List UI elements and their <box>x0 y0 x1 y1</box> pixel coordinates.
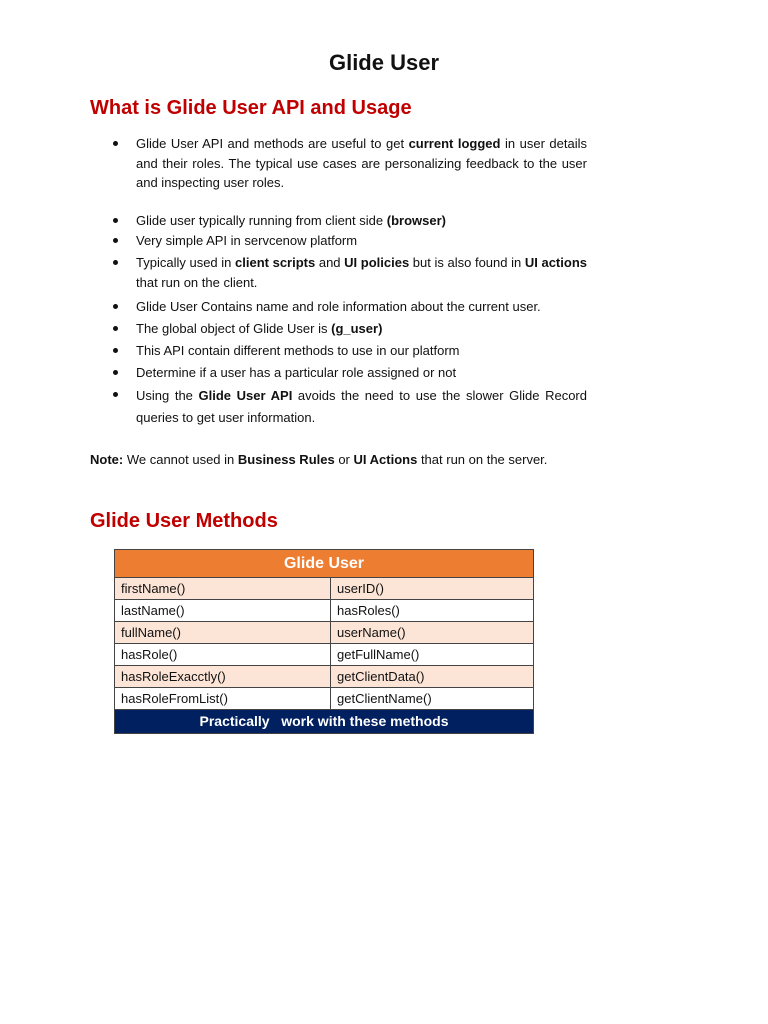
bold-text: UI actions <box>524 255 587 270</box>
text-run: but is also found in <box>409 255 525 270</box>
text-run: We cannot used in <box>123 452 238 467</box>
bullet-dot-icon <box>113 238 118 243</box>
bullet-dot-icon <box>113 304 118 309</box>
list-item-text <box>136 231 587 251</box>
text-run: in user details and their roles. The typical use cases are personalizing feedback to the user and inspecting user roles. <box>136 136 587 190</box>
table-row <box>115 688 534 710</box>
text-run: Very simple API in servcenow platform <box>136 233 358 248</box>
bullet-dot-icon <box>113 141 118 146</box>
list-item-text <box>136 134 587 193</box>
text-run: Glide user typically running from client side <box>136 213 387 228</box>
bold-text: Note: <box>90 452 124 467</box>
text-run: that run on the client. <box>136 274 258 290</box>
text-run: Glide User API and methods are useful to get <box>136 136 409 151</box>
list-item-text <box>136 253 587 292</box>
table-cell: hasRole() <box>115 644 331 666</box>
text-run: avoids the need to use the slower Glide Record queries to get user information. <box>136 388 587 425</box>
table-footer: Practically work with these methods <box>115 710 534 734</box>
list-item-text <box>136 363 587 383</box>
bullet-dot-icon <box>113 218 118 223</box>
bold-text: (g_user) <box>331 321 383 336</box>
methods-table <box>114 549 534 734</box>
table-cell: hasRoleExacctly() <box>115 666 331 688</box>
list-item-text <box>136 385 587 429</box>
table-row <box>115 666 534 688</box>
section-heading-methods: Glide User Methods <box>90 510 278 532</box>
list-item-text <box>136 297 587 317</box>
bold-text: UI Actions <box>353 452 418 467</box>
bold-text: UI policies <box>344 255 410 270</box>
list-item-text <box>136 319 587 339</box>
bold-text: client scripts <box>235 255 316 270</box>
bullet-dot-icon <box>113 392 118 397</box>
table-row <box>115 644 534 666</box>
table-cell: hasRoles() <box>331 600 534 622</box>
section-heading-usage: What is Glide User API and Usage <box>90 97 412 119</box>
page-title: Glide User <box>328 50 440 75</box>
table-cell: userID() <box>331 578 534 600</box>
table-cell: firstName() <box>115 578 331 600</box>
table-cell: fullName() <box>115 622 331 644</box>
text-run: that run on the server. <box>417 452 548 467</box>
table-cell: hasRoleFromList() <box>115 688 331 710</box>
table-cell: userName() <box>331 622 534 644</box>
text-run: Determine if a user has a particular role assigned or not <box>136 365 457 380</box>
bullet-dot-icon <box>113 348 118 353</box>
table-cell: getClientData() <box>331 666 534 688</box>
list-item-text <box>136 341 587 361</box>
bullet-dot-icon <box>113 260 118 265</box>
list-item-text <box>136 211 587 231</box>
text-run: The global object of Glide User is <box>136 321 332 336</box>
bullet-dot-icon <box>113 370 118 375</box>
table-row <box>115 622 534 644</box>
text-run: Typically used in <box>136 255 236 270</box>
note-paragraph <box>90 450 547 469</box>
table-header: Glide User <box>115 550 534 578</box>
bold-text: Business Rules <box>237 452 335 467</box>
bold-text: (browser) <box>386 213 446 228</box>
table-row <box>115 600 534 622</box>
table-cell: getClientName() <box>331 688 534 710</box>
table-cell: getFullName() <box>331 644 534 666</box>
text-run: This API contain different methods to use in our platform <box>136 343 460 358</box>
text-run: or <box>334 452 354 467</box>
table-cell: lastName() <box>115 600 331 622</box>
bold-text: Glide User API <box>198 388 293 403</box>
table-row <box>115 578 534 600</box>
bold-text: current logged <box>408 136 501 151</box>
text-run: Using the <box>136 388 199 403</box>
bullet-dot-icon <box>113 326 118 331</box>
text-run: Glide User Contains name and role information about the current user. <box>136 299 541 314</box>
text-run: and <box>315 255 345 270</box>
